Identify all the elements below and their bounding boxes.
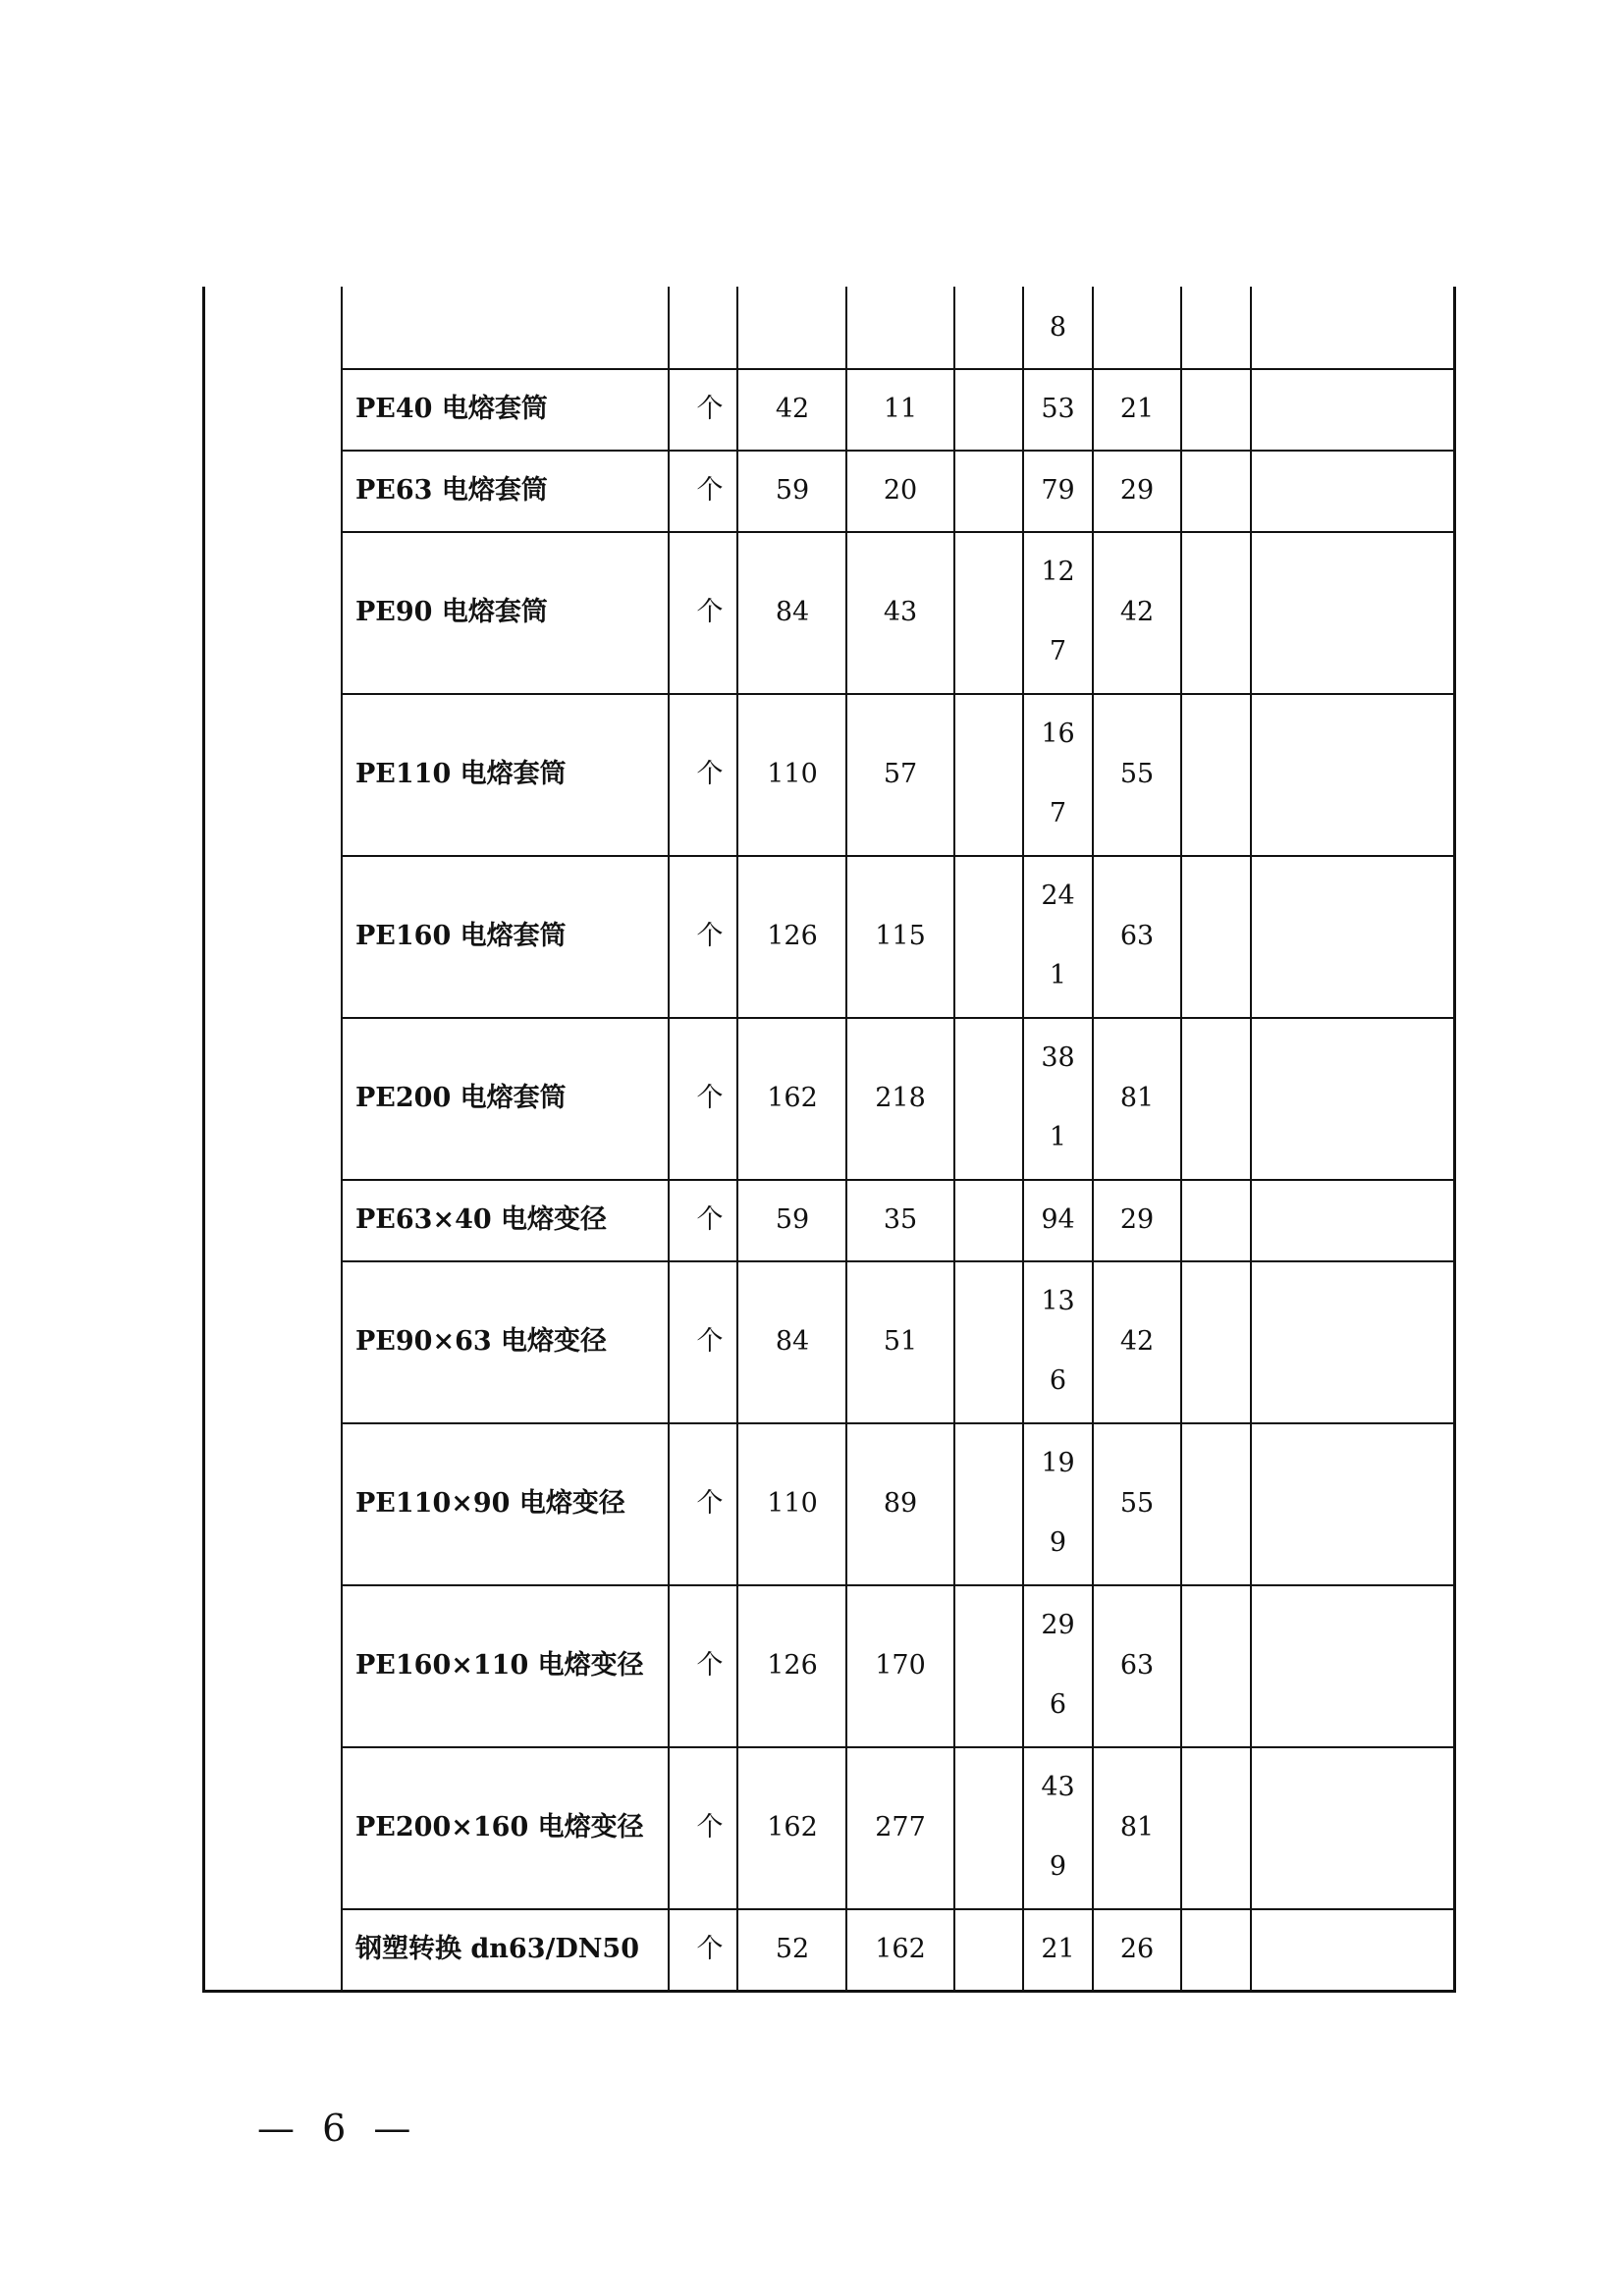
- item-unit: 个: [696, 1203, 724, 1235]
- item-value: 52: [775, 1933, 810, 1964]
- category-column-line: [341, 287, 343, 1992]
- table-right-border: [1453, 287, 1456, 1992]
- item-unit: 个: [696, 1649, 724, 1681]
- item-total-part: 29: [1041, 1610, 1075, 1640]
- item-name: 钢塑转换 dn63/DN50: [355, 1933, 640, 1964]
- column-line: [845, 287, 847, 1992]
- item-total-part: 43: [1041, 1772, 1075, 1802]
- item-value: 162: [767, 1082, 818, 1113]
- item-value: 63: [1119, 920, 1155, 951]
- row-separator: [341, 1422, 1456, 1424]
- item-name: PE110×90 电熔变径: [355, 1487, 625, 1519]
- item-value: 277: [875, 1811, 926, 1842]
- item-unit: 个: [696, 474, 724, 506]
- row-separator: [341, 531, 1456, 533]
- item-unit: 个: [696, 758, 724, 789]
- item-value: 110: [767, 1487, 818, 1519]
- item-total-part: 7: [1049, 798, 1067, 828]
- item-total-part: 19: [1041, 1448, 1075, 1478]
- item-value: 218: [875, 1082, 926, 1113]
- item-total-part: 16: [1041, 719, 1075, 749]
- item-total-part: 9: [1049, 1527, 1067, 1558]
- row-separator: [341, 1584, 1456, 1586]
- item-name: PE110 电熔套筒: [355, 758, 567, 789]
- column-line: [1092, 287, 1094, 1992]
- item-value: 55: [1119, 758, 1155, 789]
- item-value: 21: [1119, 393, 1155, 424]
- item-value: 42: [1119, 596, 1155, 627]
- item-total: 53: [1041, 393, 1075, 424]
- item-value: 63: [1119, 1649, 1155, 1681]
- row-separator: [341, 1746, 1456, 1748]
- item-value: 20: [883, 474, 918, 506]
- column-line: [1180, 287, 1182, 1992]
- item-value: 57: [883, 758, 918, 789]
- item-value: 126: [767, 920, 818, 951]
- item-value: 59: [775, 1203, 810, 1235]
- item-value: 26: [1119, 1933, 1155, 1964]
- item-name: PE90×63 电熔变径: [355, 1325, 608, 1357]
- item-unit: 个: [696, 1487, 724, 1519]
- column-line: [953, 287, 955, 1992]
- item-name: PE63 电熔套筒: [355, 474, 548, 506]
- item-total-part: 6: [1049, 1689, 1067, 1720]
- item-value: 162: [767, 1811, 818, 1842]
- item-name: PE90 电熔套筒: [355, 596, 548, 627]
- item-unit: 个: [696, 920, 724, 951]
- item-value: 84: [775, 1325, 810, 1357]
- item-total-part: 1: [1049, 960, 1067, 990]
- item-value: 59: [775, 474, 810, 506]
- column-line: [736, 287, 738, 1992]
- item-value: 81: [1119, 1082, 1155, 1113]
- item-value: 43: [883, 596, 918, 627]
- table-left-border: [202, 287, 205, 1992]
- item-value: 89: [883, 1487, 918, 1519]
- item-value: 115: [875, 920, 926, 951]
- item-value: 84: [775, 596, 810, 627]
- row-separator: [341, 1260, 1456, 1262]
- item-value: 81: [1119, 1811, 1155, 1842]
- item-unit: 个: [696, 1811, 724, 1842]
- item-total-part: 6: [1049, 1365, 1067, 1396]
- item-total-part: 24: [1041, 881, 1075, 911]
- item-unit: 个: [696, 1082, 724, 1113]
- item-name: PE200 电熔套筒: [355, 1082, 567, 1113]
- column-line: [668, 287, 670, 1992]
- item-value: 42: [775, 393, 810, 424]
- item-value: 162: [875, 1933, 926, 1964]
- item-unit: 个: [696, 393, 724, 424]
- row-separator: [341, 1017, 1456, 1019]
- item-unit: 个: [696, 1325, 724, 1357]
- page-number: — 6 —: [257, 2107, 419, 2150]
- item-unit: 个: [696, 596, 724, 627]
- item-total-part: 13: [1041, 1286, 1075, 1316]
- item-value: 11: [883, 393, 918, 424]
- item-name: PE63×40 电熔变径: [355, 1203, 608, 1235]
- item-value: 51: [883, 1325, 918, 1357]
- item-total-part: 7: [1049, 636, 1067, 667]
- item-total-part: 12: [1041, 557, 1075, 587]
- row-separator: [341, 855, 1456, 857]
- item-total: 21: [1041, 1933, 1075, 1964]
- item-value: 29: [1119, 1203, 1155, 1235]
- item-value: 55: [1119, 1487, 1155, 1519]
- item-name: PE160×110 电熔变径: [355, 1649, 644, 1681]
- item-value: 170: [875, 1649, 926, 1681]
- item-total-part: 9: [1049, 1851, 1067, 1882]
- row-separator: [341, 368, 1456, 370]
- row-tail-value: 8: [1049, 312, 1067, 343]
- table-bottom-border: [202, 1990, 1456, 1993]
- item-name: PE200×160 电熔变径: [355, 1811, 644, 1842]
- row-separator: [341, 1908, 1456, 1910]
- item-total-part: 38: [1041, 1042, 1075, 1073]
- item-value: 126: [767, 1649, 818, 1681]
- item-total-part: 1: [1049, 1122, 1067, 1152]
- item-value: 110: [767, 758, 818, 789]
- row-separator: [341, 450, 1456, 452]
- column-line: [1022, 287, 1024, 1992]
- item-value: 29: [1119, 474, 1155, 506]
- column-line: [1250, 287, 1252, 1992]
- row-separator: [341, 693, 1456, 695]
- item-unit: 个: [696, 1933, 724, 1964]
- item-value: 35: [883, 1203, 918, 1235]
- item-total: 94: [1041, 1203, 1075, 1235]
- item-total: 79: [1041, 474, 1075, 506]
- item-value: 42: [1119, 1325, 1155, 1357]
- item-name: PE40 电熔套筒: [355, 393, 548, 424]
- row-separator: [341, 1179, 1456, 1181]
- item-name: PE160 电熔套筒: [355, 920, 567, 951]
